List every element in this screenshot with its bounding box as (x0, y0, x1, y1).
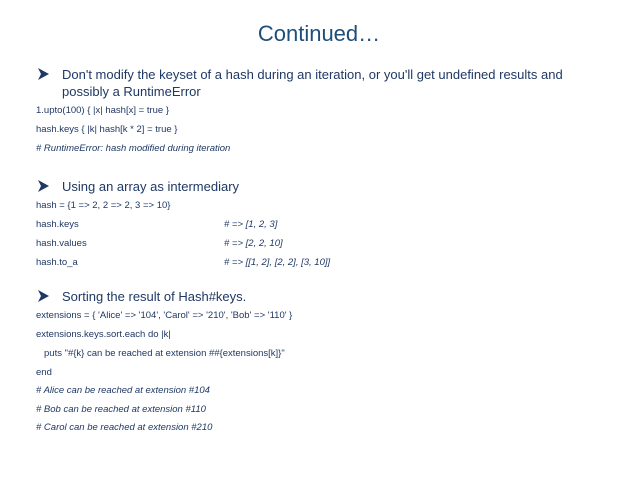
code-row (36, 238, 283, 249)
arrow-bullet-icon (36, 67, 50, 81)
code-line: 1.upto(100) { |x| hash[x] = true } (36, 105, 170, 116)
code-line: extensions.keys.sort.each do |k| (36, 329, 171, 340)
code-text: hash.values (36, 238, 87, 249)
code-line: extensions = { 'Alice' => '104', 'Carol' => '210', 'Bob' => '110' } (36, 310, 293, 321)
arrow-bullet-icon (36, 289, 50, 303)
bullet-sorting-keys (36, 288, 246, 305)
code-line: hash.keys { |k| hash[k * 2] = true } (36, 124, 178, 135)
code-comment: # => [[1, 2], [2, 2], [3, 10]] (224, 257, 331, 268)
bullet-text: Don't modify the keyset of a hash during an iteration, or you'll get undefined results and (62, 67, 563, 82)
code-comment: # RuntimeError: hash modified during iteration (36, 143, 231, 154)
bullet-array-intermediary (36, 178, 239, 195)
code-comment: # Carol can be reached at extension #210 (36, 422, 213, 433)
code-line: end (36, 367, 52, 378)
code-comment: # Bob can be reached at extension #110 (36, 404, 206, 415)
code-row (36, 219, 278, 230)
bullet-text-continued: possibly a RuntimeError (62, 84, 201, 99)
code-comment: # => [2, 2, 10] (224, 238, 283, 249)
bullet-text: Sorting the result of Hash#keys. (62, 289, 247, 304)
code-text: hash.keys (36, 219, 79, 230)
code-comment: # => [1, 2, 3] (224, 219, 278, 230)
arrow-bullet-icon (36, 179, 50, 193)
code-text: hash.to_a (36, 257, 78, 268)
bullet-modify-keyset (36, 66, 563, 100)
code-line: puts "#{k} can be reached at extension ##{extensions[k]}" (44, 348, 285, 359)
slide-title: Continued… (257, 21, 381, 46)
code-row (36, 257, 331, 268)
bullet-text: Using an array as intermediary (62, 179, 240, 194)
code-comment: # Alice can be reached at extension #104 (36, 385, 210, 396)
code-line: hash = {1 => 2, 2 => 2, 3 => 10} (36, 200, 171, 211)
